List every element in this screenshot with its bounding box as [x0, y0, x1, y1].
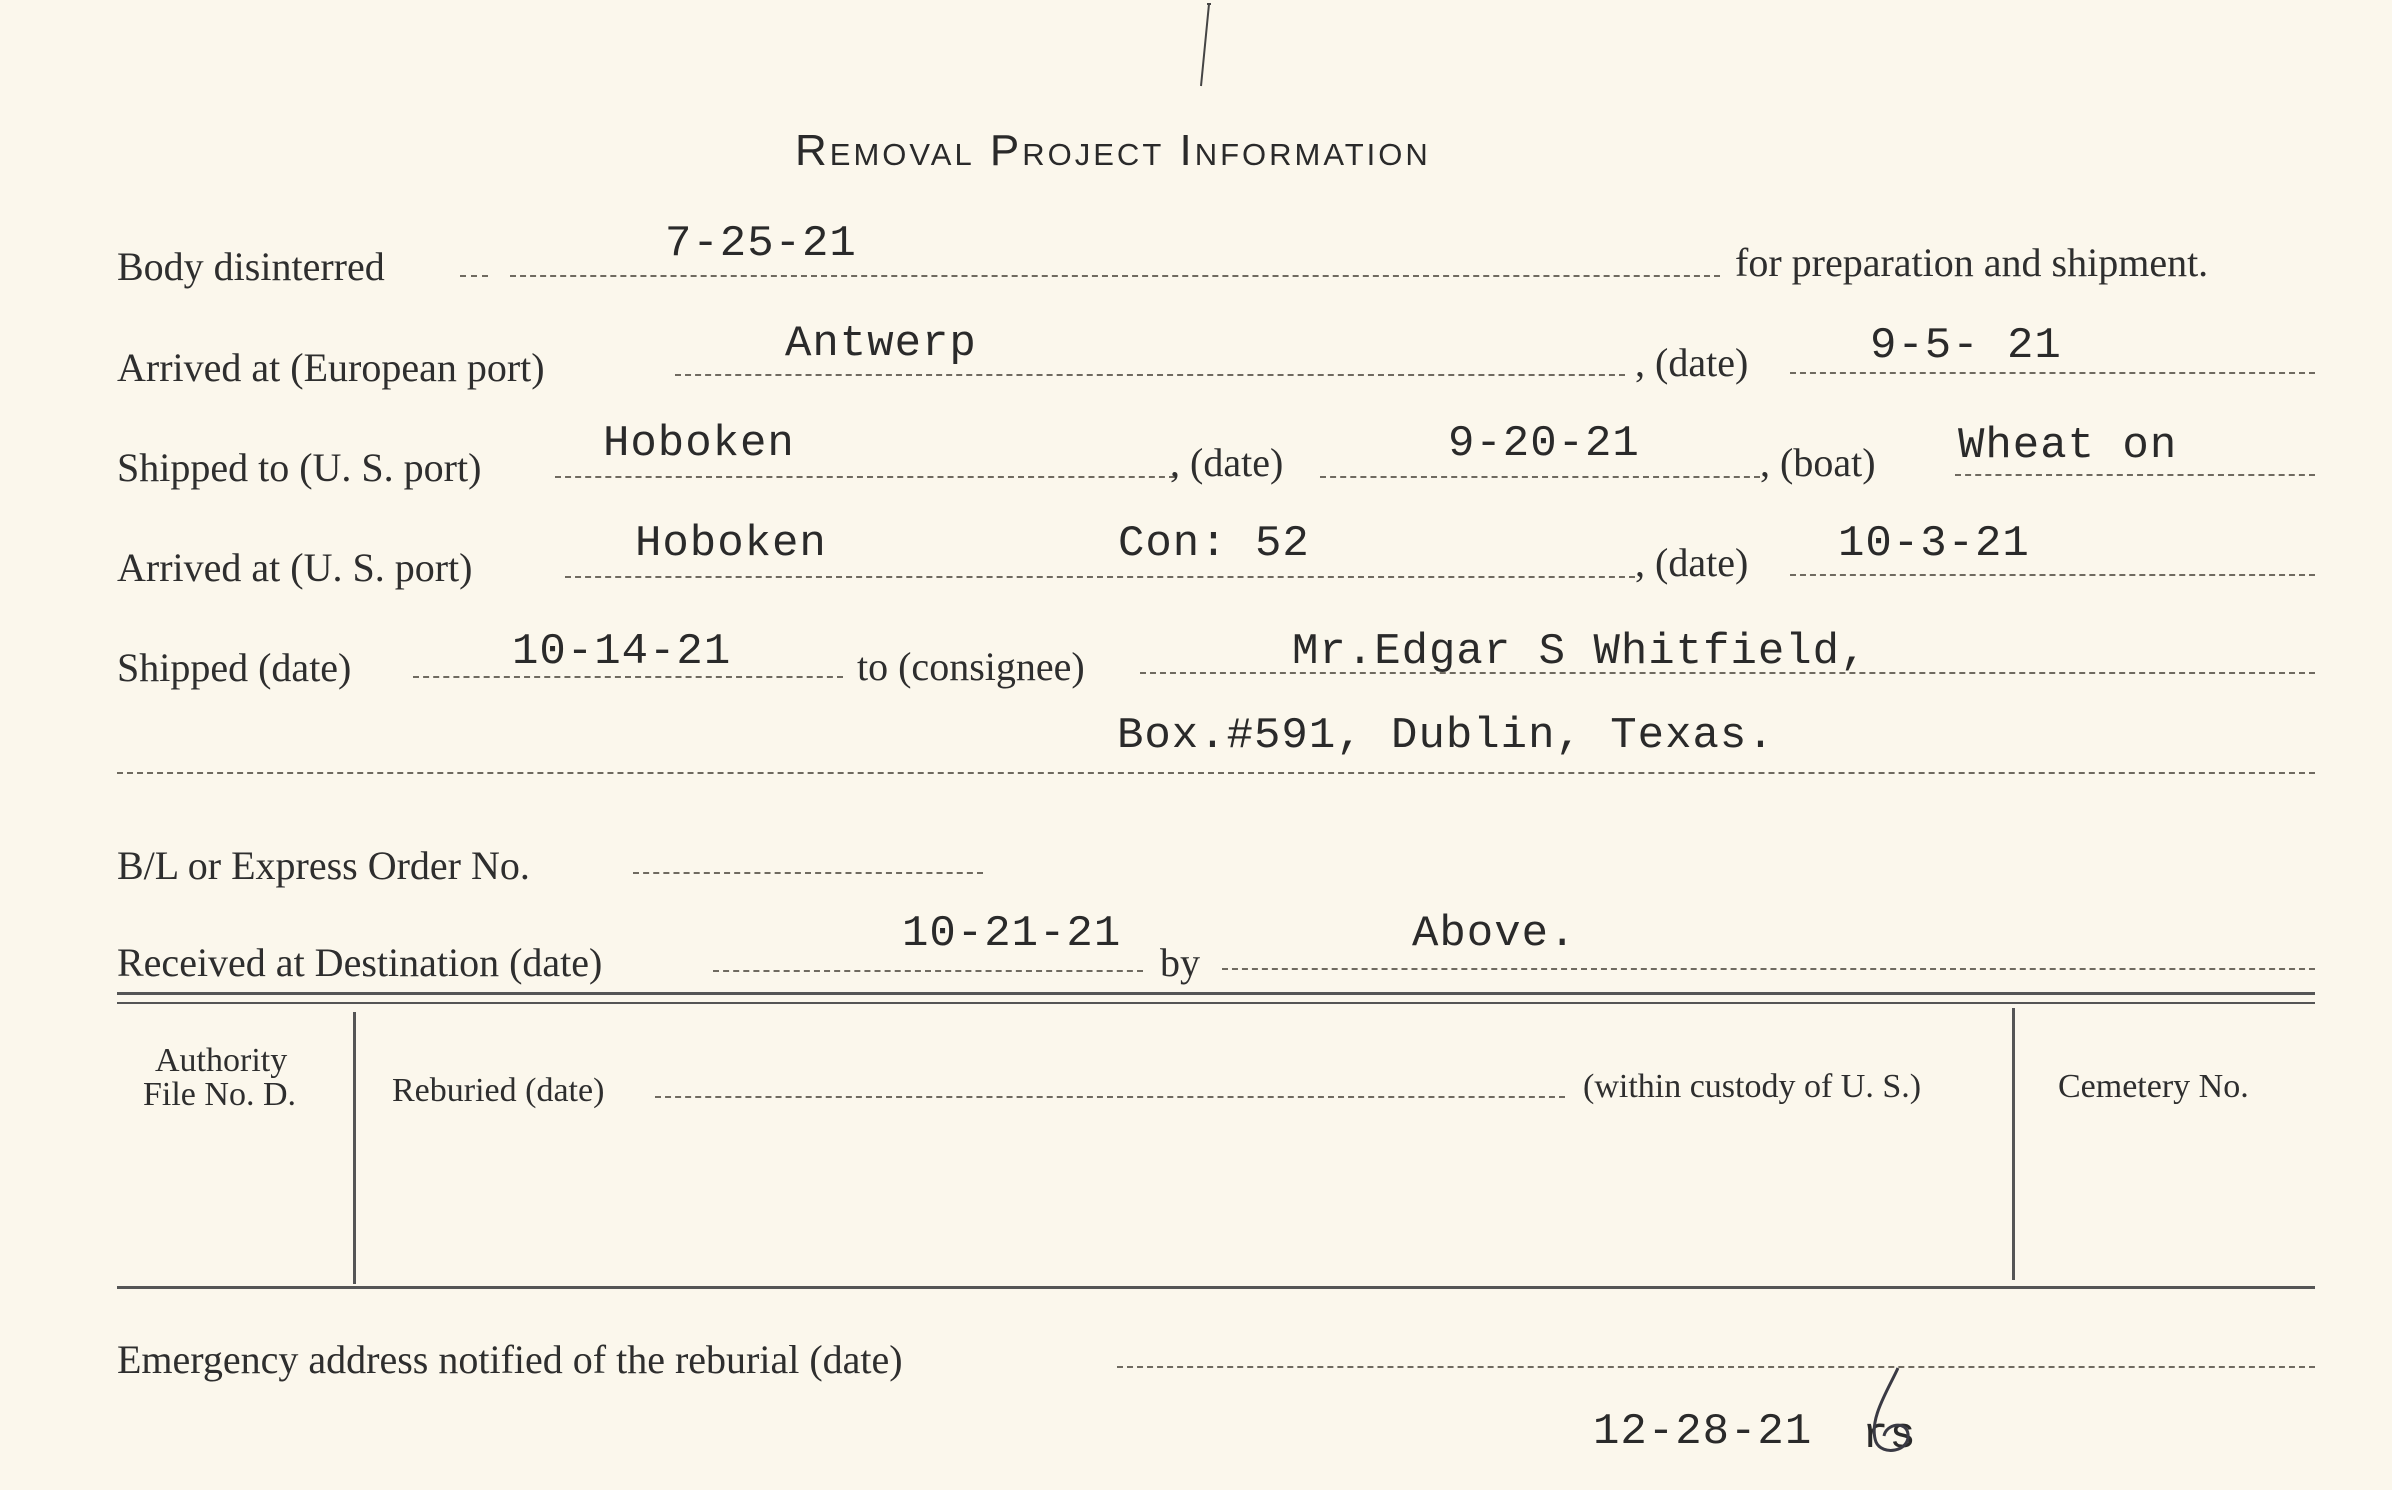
table-bottom-rule [117, 1286, 2315, 1289]
arrived-us-date-label: , (date) [1635, 540, 1749, 585]
initials: rs [1862, 1411, 1917, 1461]
handwritten-mark [1858, 1360, 1928, 1460]
dotted-line [117, 772, 2315, 774]
arrived-european-label: Arrived at (European port) [117, 345, 545, 390]
table-divider-right [2012, 1008, 2015, 1280]
boat-value: Wheat on [1958, 421, 2178, 471]
table-top-rule [117, 992, 2315, 995]
bl-label: B/L or Express Order No. [117, 843, 530, 888]
dotted-line [1790, 372, 2315, 374]
shipped-us-label: Shipped to (U. S. port) [117, 445, 482, 490]
shipped-us-port-value: Hoboken [603, 419, 795, 469]
authority-label: Authority [155, 1042, 288, 1079]
table-top-rule-double [117, 1002, 2315, 1004]
shipped-date-value: 10-14-21 [512, 627, 732, 677]
dotted-line [555, 476, 1175, 478]
received-by-label: by [1160, 940, 1200, 985]
dotted-line [565, 576, 1635, 578]
dotted-line [1790, 574, 2315, 576]
container-number: Con: 52 [1118, 519, 1310, 569]
dotted-line [1117, 1366, 2315, 1368]
shipped-us-date-label: , (date) [1170, 440, 1284, 485]
body-disinterred-date: 7-25-21 [665, 219, 857, 269]
shipped-date-label: Shipped (date) [117, 645, 352, 690]
custody-label: (within custody of U. S.) [1583, 1068, 1922, 1105]
emergency-label: Emergency address notified of the reburial (date) [117, 1337, 903, 1382]
card-title: Removal Project Information [795, 126, 1431, 175]
preparation-shipment-text: for preparation and shipment. [1735, 240, 2209, 285]
shipped-us-date-value: 9-20-21 [1448, 419, 1640, 469]
dotted-line [1320, 476, 1760, 478]
dotted-line [1955, 474, 2315, 476]
dotted-line [510, 275, 1720, 277]
received-by-value: Above. [1412, 909, 1577, 959]
table-divider-left [353, 1012, 356, 1284]
arrived-us-date-value: 10-3-21 [1838, 519, 2030, 569]
consignee-name: Mr.Edgar S Whitfield, [1292, 627, 1868, 677]
consignee-label: to (consignee) [857, 644, 1085, 689]
european-port-value: Antwerp [785, 319, 977, 369]
consignee-address: Box.#591, Dublin, Texas. [1117, 711, 1775, 761]
top-pen-mark [1195, 0, 1215, 90]
dotted-line [460, 275, 488, 277]
european-date-value: 9-5- 21 [1870, 321, 2062, 371]
emergency-date-value: 12-28-21 [1593, 1407, 1813, 1457]
arrived-us-label: Arrived at (U. S. port) [117, 545, 473, 590]
reburied-label: Reburied (date) [392, 1072, 605, 1109]
received-label: Received at Destination (date) [117, 940, 603, 985]
boat-label: , (boat) [1760, 440, 1876, 485]
dotted-line [633, 872, 983, 874]
european-date-label: , (date) [1635, 340, 1749, 385]
dotted-line [713, 970, 1143, 972]
cemetery-label: Cemetery No. [2058, 1068, 2249, 1105]
dotted-line [1222, 968, 2315, 970]
body-disinterred-label: Body disinterred [117, 244, 385, 289]
file-number-label: File No. D. [143, 1076, 296, 1113]
dotted-line [675, 374, 1625, 376]
dotted-line [655, 1096, 1565, 1098]
arrived-us-port-value: Hoboken [635, 519, 827, 569]
received-date-value: 10-21-21 [902, 909, 1122, 959]
